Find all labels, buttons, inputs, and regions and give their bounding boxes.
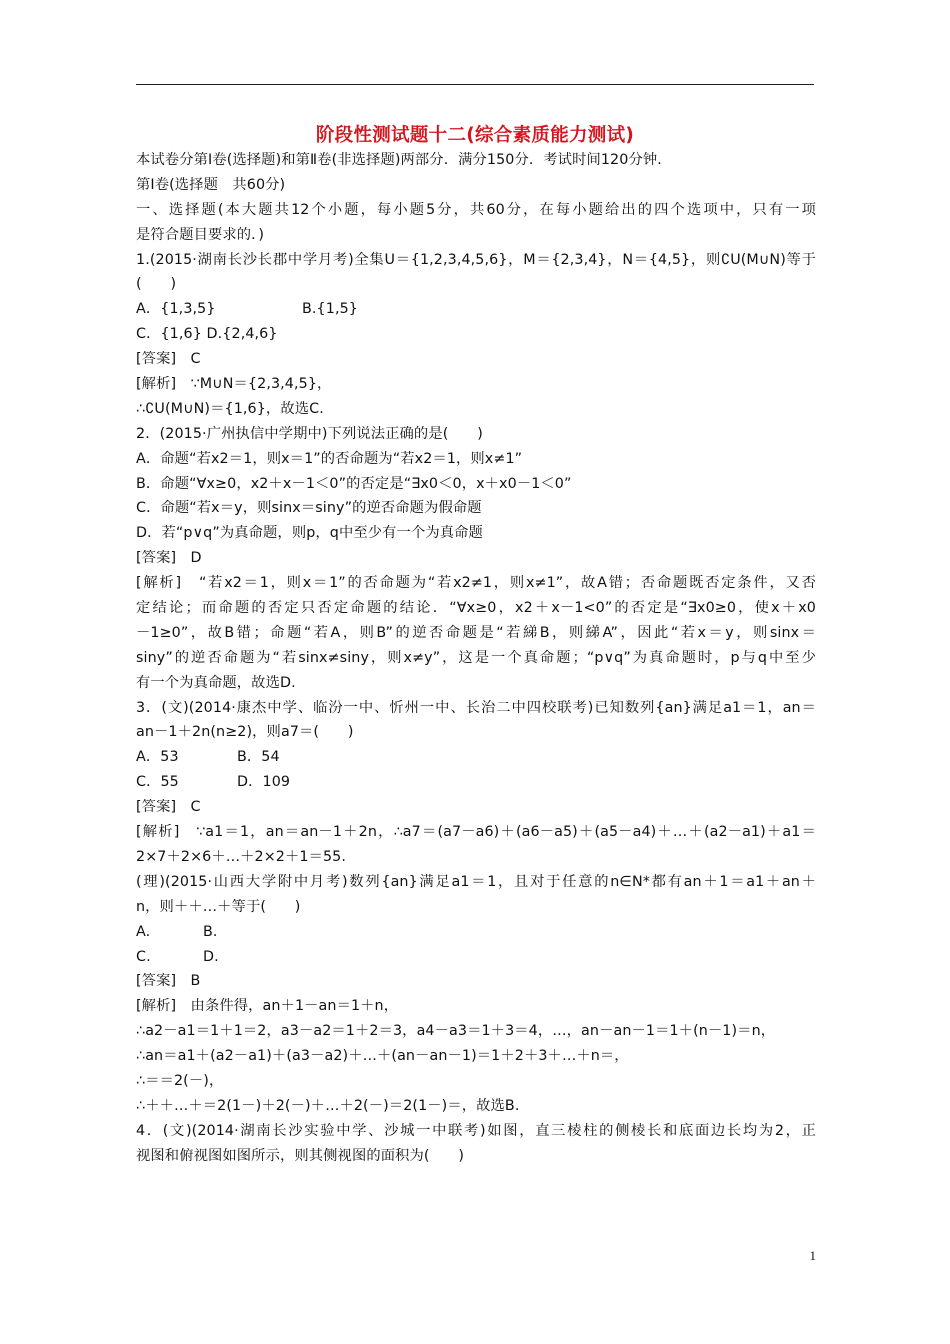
analysis-line: [解析] ∵M∪N＝{2,3,4,5}， [136,376,332,393]
option-a: A．{1,3,5} [136,301,216,318]
answer-line: [答案] D [136,550,202,567]
option-d: D. [203,948,219,965]
answer-line: [答案] C [136,351,201,368]
option-line: C．命题“若x＝y，则sinx＝siny”的逆否命题为假命题 [136,500,482,517]
option-b: B．54 [237,749,280,766]
option-b: B.{1,5} [302,301,358,318]
page-number: 1 [809,1248,816,1263]
analysis-line: [解析] ∵a1＝1，an＝an－1＋2n，∴a7＝(a7－a6)＋(a6－a5)＋(a5－a4)＋…＋(a2－a1)＋a1＝ [136,824,816,841]
option-a: A．53 [136,749,179,766]
analysis-line: ∴an＝a1＋(a2－a1)＋(a3－a2)＋…＋(an－an－1)＝1＋2＋3＋…＋n＝， [136,1048,629,1065]
document-title: 阶段性测试题十二(综合素质能力测试) [315,125,635,146]
question-3-stem: 3．(文)(2014·康杰中学、临汾一中、忻州一中、长治二中四校联考)已知数列{an}满足a1＝1，an＝ [136,699,816,716]
analysis-line: ∴＋＋…＋＝2(1－)＋2(－)＋…＋2(－)＝2(1－)＝，故选B. [136,1097,520,1114]
question-3-li-options [136,945,816,970]
option-line: A．命题“若x2＝1，则x＝1”的否命题为“若x2＝1，则x≠1” [136,450,523,467]
question-3-li-stem: n，则＋＋…＋等于( ) [136,898,301,915]
option-c: C．55 [136,774,179,791]
question-3-li-stem: (理)(2015·山西大学附中月考)数列{an}满足a1＝1，且对于任意的n∈N*都有an＋1＝a1＋an＋ [136,873,816,890]
question-1-stem: ( ) [136,276,177,293]
question-3-options [136,745,816,770]
question-1-options: C．{1,6} D.{2,4,6} [136,326,278,343]
option-a: A. [136,923,151,940]
question-4-stem: 4．(文)(2014·湖南长沙实验中学、沙城一中联考)如图，直三棱柱的侧棱长和底面边长均为2，正 [136,1122,816,1139]
analysis-line: [解析] “若x2＝1，则x＝1”的否命题为“若x2≠1，则x≠1”，故A错；否命题既否定条件，又否 [136,575,816,592]
answer-line: [答案] B [136,973,201,990]
intro-line: 本试卷分第Ⅰ卷(选择题)和第Ⅱ卷(非选择题)两部分．满分150分．考试时间120分钟． [136,152,672,168]
option-line: B．命题“∀x≥0，x2＋x－1＜0”的否定是“∃x0＜0，x＋x0－1＜0” [136,475,572,492]
question-3-options [136,770,816,795]
analysis-line: 定结论；而命题的否定只否定命题的结论．“∀x≥0，x2＋x－1<0”的否定是“∃x0≥0，使x＋x0 [136,600,816,617]
instructions-line: 是符合题目要求的．) [136,226,265,243]
option-c: C. [136,948,151,965]
analysis-line: ∴＝＝2(－)， [136,1072,224,1089]
analysis-line: ∴a2－a1＝1＋1＝2，a3－a2＝1＋2＝3，a4－a3＝1＋3＝4，…，an－an－1＝1＋(n－1)＝n， [136,1023,776,1040]
analysis-line: siny”的逆否命题为“若sinx≠siny，则x≠y”，这是一个真命题；“p∨q”为真命题时，p与q中至少 [136,649,816,666]
analysis-line: ∴∁U(M∪N)＝{1,6}，故选C. [136,400,324,417]
analysis-line: 有一个为真命题，故选D. [136,674,296,691]
question-4-stem: 视图和俯视图如图所示，则其侧视图的面积为( ) [136,1147,465,1164]
analysis-line: [解析] 由条件得，an＋1－an＝1＋n， [136,998,399,1015]
question-1-options [136,297,816,322]
option-line: D．若“p∨q”为真命题，则p，q中至少有一个为真命题 [136,525,483,542]
answer-line: [答案] C [136,799,201,816]
instructions-line: 一、选择题(本大题共12个小题，每小题5分，共60分，在每小题给出的四个选项中，只有一项 [136,201,816,218]
option-b: B. [203,923,218,940]
analysis-line: －1≥0”，故B错；命题“若A，则B”的逆否命题是“若綈B，则綈A”，因此“若x＝y，则sinx＝ [136,624,816,641]
question-1-stem: 1.(2015·湖南长沙长郡中学月考)全集U＝{1,2,3,4,5,6}，M＝{2,3,4}，N＝{4,5}，则∁U(M∪N)等于 [136,251,816,268]
document-body [136,148,816,1169]
question-3-stem: an－1＋2n(n≥2)，则a7＝( ) [136,724,354,741]
question-3-li-options [136,920,816,945]
header-rule [136,84,814,85]
section-heading: 第Ⅰ卷(选择题 共60分) [136,176,286,193]
analysis-line: 2×7＋2×6＋…＋2×2＋1＝55. [136,848,347,865]
option-d: D．109 [237,774,291,791]
question-2-stem: 2．(2015·广州执信中学期中)下列说法正确的是( ) [136,425,483,442]
